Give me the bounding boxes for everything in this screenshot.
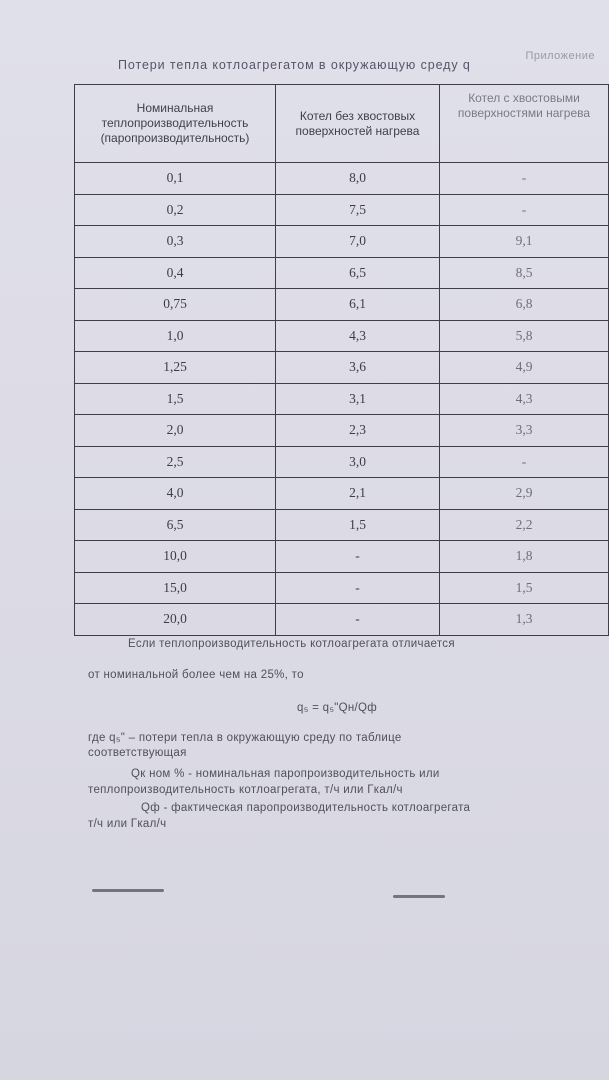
cell-with-tail: - — [440, 163, 609, 195]
cell-without-tail: 1,5 — [276, 509, 440, 541]
table-row — [75, 478, 609, 510]
cell-nominal-output: 0,1 — [75, 163, 276, 195]
cell-with-tail: 9,1 — [440, 226, 609, 258]
appendix-label: Приложение — [525, 50, 595, 62]
heat-loss-table — [74, 84, 609, 636]
cell-with-tail: 6,8 — [440, 289, 609, 321]
ink-smudge — [393, 895, 445, 898]
header-boiler-without-tail: Котел без хвостовых поверхностей нагрева — [276, 85, 440, 163]
cell-with-tail: - — [440, 446, 609, 478]
table-body — [75, 163, 609, 636]
where-line: где q₅" – потери тепла в окружающую среду по таблице — [88, 732, 402, 744]
cell-without-tail: 2,3 — [276, 415, 440, 447]
cell-nominal-output: 1,25 — [75, 352, 276, 384]
table-row — [75, 163, 609, 195]
cell-without-tail: - — [276, 572, 440, 604]
table-row — [75, 257, 609, 289]
cell-with-tail: 1,8 — [440, 541, 609, 573]
cell-with-tail: 1,5 — [440, 572, 609, 604]
table-row — [75, 604, 609, 636]
definition-qf: Qф - фактическая паропроизводительность котлоагрегата — [141, 802, 471, 814]
cell-nominal-output: 0,3 — [75, 226, 276, 258]
cell-without-tail: 8,0 — [276, 163, 440, 195]
cell-nominal-output: 1,0 — [75, 320, 276, 352]
cell-with-tail: - — [440, 194, 609, 226]
cell-with-tail: 4,3 — [440, 383, 609, 415]
cell-nominal-output: 0,75 — [75, 289, 276, 321]
table-row — [75, 226, 609, 258]
table-header-row — [75, 85, 609, 163]
cell-nominal-output: 6,5 — [75, 509, 276, 541]
definition-qk: теплопроизводительность котлоагрегата, т/ч или Гкал/ч — [88, 784, 403, 796]
cell-without-tail: 6,5 — [276, 257, 440, 289]
cell-with-tail: 8,5 — [440, 257, 609, 289]
cell-with-tail: 4,9 — [440, 352, 609, 384]
cell-without-tail: 7,0 — [276, 226, 440, 258]
cell-nominal-output: 15,0 — [75, 572, 276, 604]
table-row — [75, 572, 609, 604]
table-title: Потери тепла котлоагрегатом в окружающую среду q — [118, 58, 471, 72]
table-row — [75, 194, 609, 226]
cell-nominal-output: 0,2 — [75, 194, 276, 226]
cell-with-tail: 1,3 — [440, 604, 609, 636]
cell-without-tail: - — [276, 604, 440, 636]
header-boiler-with-tail: Котел с хвостовыми поверхностями нагрева — [440, 85, 609, 163]
cell-with-tail: 5,8 — [440, 320, 609, 352]
header-nominal-output: Номинальная теплопроизводительность (паропроизводительность) — [75, 85, 276, 163]
paragraph-line: Если теплопроизводительность котлоагрегата отличается — [128, 638, 455, 650]
formula: q₅ = q₅"Qн/Qф — [297, 702, 378, 714]
cell-nominal-output: 0,4 — [75, 257, 276, 289]
table-row — [75, 320, 609, 352]
cell-nominal-output: 2,0 — [75, 415, 276, 447]
paragraph-line: от номинальной более чем на 25%, то — [88, 669, 304, 681]
table-row — [75, 415, 609, 447]
cell-without-tail: 2,1 — [276, 478, 440, 510]
cell-with-tail: 2,9 — [440, 478, 609, 510]
cell-nominal-output: 4,0 — [75, 478, 276, 510]
table-row — [75, 352, 609, 384]
table-row — [75, 446, 609, 478]
cell-without-tail: - — [276, 541, 440, 573]
cell-without-tail: 3,0 — [276, 446, 440, 478]
cell-without-tail: 6,1 — [276, 289, 440, 321]
table-row — [75, 541, 609, 573]
ink-smudge — [92, 889, 164, 892]
cell-without-tail: 7,5 — [276, 194, 440, 226]
definition-qk: Qк ном % - номинальная паропроизводительность или — [131, 768, 440, 780]
where-line: соответствующая — [88, 747, 187, 759]
cell-nominal-output: 10,0 — [75, 541, 276, 573]
cell-with-tail: 3,3 — [440, 415, 609, 447]
table-row — [75, 509, 609, 541]
cell-without-tail: 3,6 — [276, 352, 440, 384]
cell-with-tail: 2,2 — [440, 509, 609, 541]
cell-nominal-output: 2,5 — [75, 446, 276, 478]
table-row — [75, 383, 609, 415]
cell-without-tail: 4,3 — [276, 320, 440, 352]
cell-without-tail: 3,1 — [276, 383, 440, 415]
cell-nominal-output: 1,5 — [75, 383, 276, 415]
definition-qf: т/ч или Гкал/ч — [88, 818, 167, 830]
cell-nominal-output: 20,0 — [75, 604, 276, 636]
table-row — [75, 289, 609, 321]
